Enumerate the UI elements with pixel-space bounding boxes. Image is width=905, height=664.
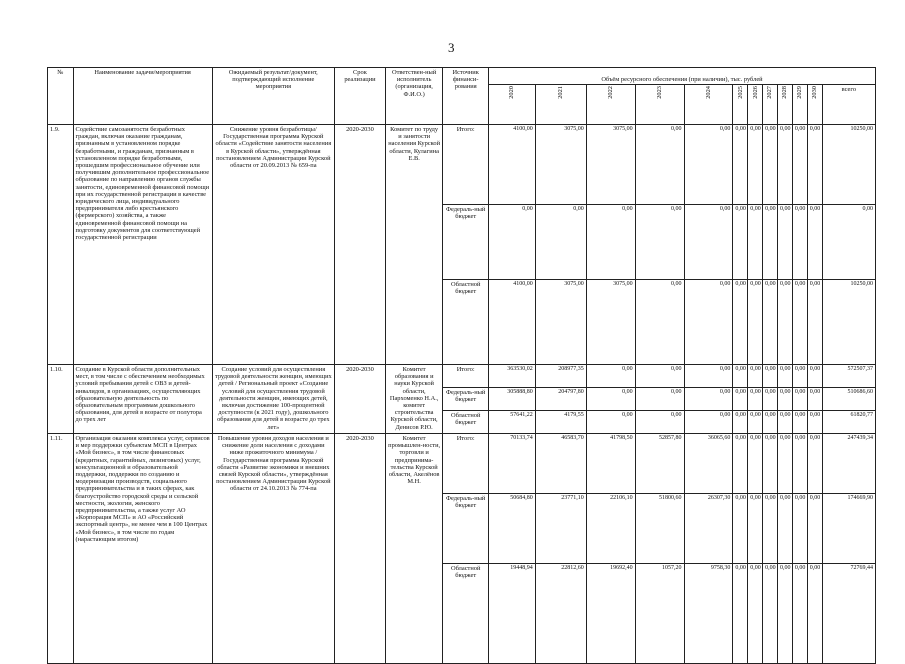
value-cell: 0,00 xyxy=(748,388,763,411)
value-cell: 0,00 xyxy=(684,411,733,434)
header-result: Ожидаемый результат/документ, подтверждающий исполнение мероприятия xyxy=(212,68,334,125)
source-cell: Областной бюджет xyxy=(443,564,489,664)
header-year-2027: 2027 xyxy=(763,85,778,125)
value-cell: 363530,02 xyxy=(489,365,536,388)
value-cell: 1057,20 xyxy=(635,564,684,664)
value-cell: 0,00 xyxy=(748,434,763,494)
value-cell: 0,00 xyxy=(807,388,822,411)
page-number: 3 xyxy=(448,40,455,55)
row-responsible: Комитет образования и науки Курской области, Пархоменко Н.А., комитет строительства Курской области, Денисов Р.Ю. xyxy=(385,365,442,434)
header-responsible: Ответствен-ный исполнитель (организация, Ф.И.О.) xyxy=(385,68,442,125)
row-result: Создание условий для осуществления трудовой деятельности женщин, имеющих детей / Региональный проект «Создание условий для осуществления трудовой деятельности женщин, имеющих детей, включая достижение 100-процентной доступности (к 2021 году), дошкольного образования для детей в возрасте до трех лет» xyxy=(212,365,334,434)
header-name: Наименование задачи/мероприятия xyxy=(73,68,212,125)
value-cell: 0,00 xyxy=(763,205,778,280)
row-term: 2020-2030 xyxy=(334,434,385,664)
header-year-2024: 2024 xyxy=(684,85,733,125)
source-cell: Федераль-ный бюджет xyxy=(443,494,489,564)
value-cell: 0,00 xyxy=(763,365,778,388)
value-cell: 0,00 xyxy=(778,388,793,411)
value-cell: 208977,35 xyxy=(535,365,586,388)
row-responsible: Комитет по труду и занятости населения Курской области, Кулагина Е.В. xyxy=(385,125,442,365)
value-cell: 22106,10 xyxy=(586,494,635,564)
value-cell: 0,00 xyxy=(792,388,807,411)
value-cell: 0,00 xyxy=(778,434,793,494)
value-cell: 36065,60 xyxy=(684,434,733,494)
value-cell: 305888,80 xyxy=(489,388,536,411)
table-row xyxy=(48,434,876,494)
table-body xyxy=(48,125,876,664)
value-cell: 50684,80 xyxy=(489,494,536,564)
header-total: всего xyxy=(822,85,875,125)
value-cell: 0,00 xyxy=(586,365,635,388)
row-number: 1.11. xyxy=(48,434,74,664)
source-cell: Областной бюджет xyxy=(443,411,489,434)
value-cell: 46583,70 xyxy=(535,434,586,494)
value-cell: 41798,50 xyxy=(586,434,635,494)
value-cell: 0,00 xyxy=(635,365,684,388)
table-row xyxy=(48,365,876,388)
value-cell: 0,00 xyxy=(807,411,822,434)
row-term: 2020-2030 xyxy=(334,125,385,365)
value-cell: 0,00 xyxy=(684,125,733,205)
value-cell: 0,00 xyxy=(778,205,793,280)
source-cell: Федераль-ный бюджет xyxy=(443,205,489,280)
value-cell: 3075,00 xyxy=(586,280,635,365)
value-cell: 4100,00 xyxy=(489,280,536,365)
total-cell: 72769,44 xyxy=(822,564,875,664)
header-year-2028: 2028 xyxy=(778,85,793,125)
value-cell: 0,00 xyxy=(778,494,793,564)
value-cell: 0,00 xyxy=(586,205,635,280)
value-cell: 0,00 xyxy=(778,280,793,365)
value-cell: 0,00 xyxy=(778,125,793,205)
value-cell: 0,00 xyxy=(635,205,684,280)
header-year-2022: 2022 xyxy=(586,85,635,125)
row-term: 2020-2030 xyxy=(334,365,385,434)
total-cell: 247439,34 xyxy=(822,434,875,494)
value-cell: 23771,10 xyxy=(535,494,586,564)
value-cell: 0,00 xyxy=(586,411,635,434)
value-cell: 3075,00 xyxy=(535,125,586,205)
value-cell: 0,00 xyxy=(733,365,748,388)
value-cell: 0,00 xyxy=(733,125,748,205)
header-year-2021: 2021 xyxy=(535,85,586,125)
value-cell: 0,00 xyxy=(763,494,778,564)
value-cell: 0,00 xyxy=(733,205,748,280)
value-cell: 0,00 xyxy=(748,280,763,365)
value-cell: 0,00 xyxy=(733,411,748,434)
header-volume: Объём ресурсного обеспечения (при наличии), тыс. рублей xyxy=(489,68,876,85)
value-cell: 0,00 xyxy=(807,434,822,494)
value-cell: 0,00 xyxy=(792,205,807,280)
row-name: Организация оказания комплекса услуг, сервисов и мер поддержки субъектам МСП в Центрах «Мой бизнес», в том числе финансовых (кредитных, гарантийных, лизинговых) услуг, консультационной и образовательной поддержки, поддержки по созданию и модернизации производств, социального предпринимательства и в таких сферах, как благоустройство городской среды и сельской местности, экологии, женского предпринимательства, а также услуг АО «Корпорация МСП» и АО «Российский экспортный центр», не менее чем в 100 Центрах «Мой бизнес», в том числе по годам (нарастающим итогом) xyxy=(73,434,212,664)
value-cell: 0,00 xyxy=(792,365,807,388)
header-year-2025: 2025 xyxy=(733,85,748,125)
source-cell: Итого: xyxy=(443,125,489,205)
value-cell: 0,00 xyxy=(807,205,822,280)
total-cell: 10250,00 xyxy=(822,280,875,365)
value-cell: 0,00 xyxy=(807,494,822,564)
value-cell: 51800,60 xyxy=(635,494,684,564)
header-year-2026: 2026 xyxy=(748,85,763,125)
value-cell: 0,00 xyxy=(763,434,778,494)
value-cell: 0,00 xyxy=(635,388,684,411)
row-name: Содействие самозанятости безработных граждан, включая оказание гражданам, признанным в установленном порядке безработными, и гражданам, признанным в установленном порядке безработными, прошедшим профессиональное обучение или получившим дополнительное профессиональное образование по направлению органов службы занятости, единовременной финансовой помощи при их государственной регистрации в качестве юридического лица, индивидуального предпринимателя либо крестьянского (фермерского) хозяйства, а также единовременной финансовой помощи на подготовку документов для соответствующей государственной регистрации xyxy=(73,125,212,365)
header-term: Срок реализации xyxy=(334,68,385,125)
value-cell: 3075,00 xyxy=(586,125,635,205)
resource-table xyxy=(47,67,876,664)
value-cell: 0,00 xyxy=(748,494,763,564)
value-cell: 0,00 xyxy=(733,388,748,411)
value-cell: 0,00 xyxy=(763,411,778,434)
value-cell: 0,00 xyxy=(792,125,807,205)
value-cell: 0,00 xyxy=(635,125,684,205)
value-cell: 0,00 xyxy=(635,280,684,365)
value-cell: 0,00 xyxy=(748,564,763,664)
total-cell: 0,00 xyxy=(822,205,875,280)
value-cell: 70133,74 xyxy=(489,434,536,494)
value-cell: 0,00 xyxy=(807,564,822,664)
value-cell: 0,00 xyxy=(748,365,763,388)
total-cell: 510686,60 xyxy=(822,388,875,411)
value-cell: 0,00 xyxy=(684,205,733,280)
value-cell: 0,00 xyxy=(635,411,684,434)
value-cell: 22812,60 xyxy=(535,564,586,664)
table-row xyxy=(48,125,876,205)
total-cell: 61820,77 xyxy=(822,411,875,434)
row-number: 1.10. xyxy=(48,365,74,434)
value-cell: 0,00 xyxy=(763,388,778,411)
value-cell: 52857,80 xyxy=(635,434,684,494)
value-cell: 204797,80 xyxy=(535,388,586,411)
value-cell: 0,00 xyxy=(684,280,733,365)
value-cell: 26307,30 xyxy=(684,494,733,564)
value-cell: 0,00 xyxy=(763,564,778,664)
row-name: Создание в Курской области дополнительных мест, в том числе с обеспечением необходимых условий пребывания детей с ОВЗ и детей-инвалидов, в организациях, осуществляющих образовательную деятельность по образовательным программам дошкольного образования, для детей в возрасте от полутора до трех лет xyxy=(73,365,212,434)
value-cell: 0,00 xyxy=(684,365,733,388)
total-cell: 10250,00 xyxy=(822,125,875,205)
total-cell: 572507,37 xyxy=(822,365,875,388)
value-cell: 0,00 xyxy=(792,411,807,434)
value-cell: 0,00 xyxy=(763,280,778,365)
row-number: 1.9. xyxy=(48,125,74,365)
value-cell: 0,00 xyxy=(763,125,778,205)
value-cell: 0,00 xyxy=(748,125,763,205)
header-year-2029: 2029 xyxy=(792,85,807,125)
value-cell: 0,00 xyxy=(733,280,748,365)
value-cell: 19448,94 xyxy=(489,564,536,664)
row-result: Снижение уровня безработицы/Государственная программа Курской области «Содействие занятости населения в Курской области», утверждённая постановлением Администрации Курской области от 20.09.2013 № 659-па xyxy=(212,125,334,365)
value-cell: 0,00 xyxy=(586,388,635,411)
value-cell: 0,00 xyxy=(792,434,807,494)
value-cell: 0,00 xyxy=(807,365,822,388)
value-cell: 0,00 xyxy=(489,205,536,280)
header-num: № xyxy=(48,68,74,125)
value-cell: 0,00 xyxy=(792,280,807,365)
value-cell: 0,00 xyxy=(535,205,586,280)
source-cell: Итого: xyxy=(443,434,489,494)
row-responsible: Комитет промышлен-ности, торговли и предпринима-тельства Курской области, Акелёнов М.Н. xyxy=(385,434,442,664)
value-cell: 0,00 xyxy=(748,205,763,280)
value-cell: 0,00 xyxy=(684,388,733,411)
value-cell: 3075,00 xyxy=(535,280,586,365)
value-cell: 0,00 xyxy=(778,411,793,434)
value-cell: 4100,00 xyxy=(489,125,536,205)
value-cell: 0,00 xyxy=(778,365,793,388)
value-cell: 0,00 xyxy=(792,564,807,664)
header-year-2030: 2030 xyxy=(807,85,822,125)
value-cell: 57641,22 xyxy=(489,411,536,434)
header-source: Источник финанси-рования xyxy=(443,68,489,125)
value-cell: 0,00 xyxy=(792,494,807,564)
value-cell: 0,00 xyxy=(733,434,748,494)
value-cell: 19692,40 xyxy=(586,564,635,664)
total-cell: 174669,90 xyxy=(822,494,875,564)
source-cell: Итого: xyxy=(443,365,489,388)
row-result: Повышение уровня доходов населения и снижение доли населения с доходами ниже прожиточного минимума / Государственная программа Курской области «Развитие экономики и внешних связей Курской области», утверждённая постановлением Администрации Курской области от 24.10.2013 № 774-па xyxy=(212,434,334,664)
value-cell: 0,00 xyxy=(807,125,822,205)
source-cell: Федераль-ный бюджет xyxy=(443,388,489,411)
value-cell: 9758,30 xyxy=(684,564,733,664)
value-cell: 0,00 xyxy=(748,411,763,434)
header-year-2020: 2020 xyxy=(489,85,536,125)
header-year-2023: 2023 xyxy=(635,85,684,125)
value-cell: 0,00 xyxy=(807,280,822,365)
value-cell: 0,00 xyxy=(733,564,748,664)
value-cell: 0,00 xyxy=(778,564,793,664)
value-cell: 0,00 xyxy=(733,494,748,564)
value-cell: 4179,55 xyxy=(535,411,586,434)
source-cell: Областной бюджет xyxy=(443,280,489,365)
